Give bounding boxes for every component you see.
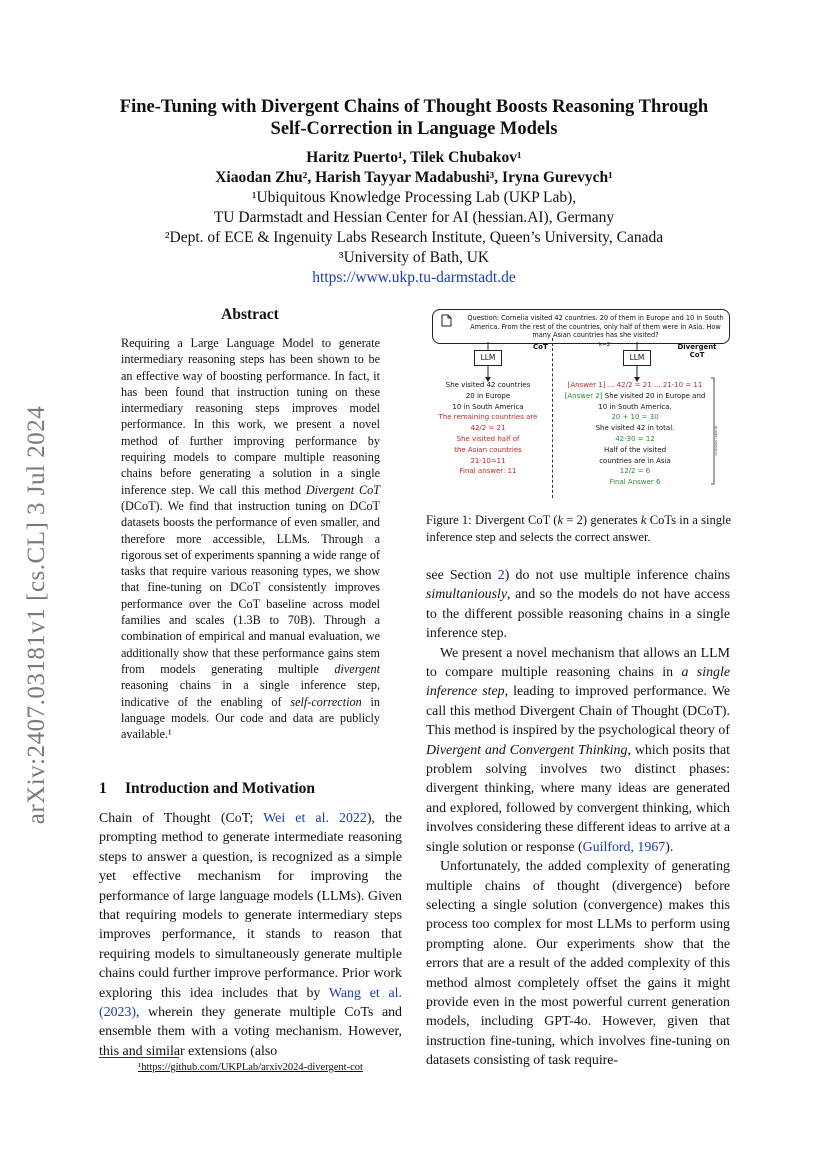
citation-wang[interactable]: Wang et al. (2023) [99,985,402,1021]
question-text: Question: Cornelia visited 42 countries. 20 of them in Europe and 10 in South America. From the rest of the countries, only half of them were in Asia. How many Asian countries has she visited? [467,314,724,340]
r2-emphasis-1: a single inference step [426,665,730,700]
cot-output-line: the Asian countries [454,445,522,454]
caption-text-1: Figure 1: Divergent CoT ( [426,513,558,527]
column-separator [552,338,553,498]
authors-line-2: Xiaodan Zhu², Harish Tayyar Madabushi³, Iryna Gurevych¹ [215,169,613,186]
section-title: Introduction and Motivation [125,780,316,797]
llm-box-dcot: LLM [623,350,651,366]
dcot-output-line: Half of the visited [603,445,667,454]
cot-output-line: 10 in South America [452,402,524,411]
cot-output-line: The remaining countries are [438,413,538,422]
abstract-text [121,335,380,742]
answer-tag: [Answer 2] [564,391,603,400]
author-block [60,148,768,288]
cot-output-line: 21-10=11 [470,456,506,465]
cot-output-line: She visited half of [456,434,520,443]
affiliation-4: ³University of Bath, UK [338,249,490,266]
dcot-label-line-2: CoT [689,351,705,359]
r2-text-d: ). [665,839,674,855]
intro-text-1: Chain of Thought (CoT; [99,811,264,826]
figure-caption [426,512,731,546]
cot-output-line: Final answer: 11 [459,467,517,476]
arxiv-sidebar [17,380,57,850]
title-line-1: Fine-Tuning with Divergent Chains of Thought Boosts Reasoning Through [119,97,709,117]
arxiv-identifier: arXiv:2407.03181v1 [cs.CL] 3 Jul 2024 [23,405,50,825]
abstract-em-2: divergent [334,661,380,676]
caption-k-1: k [557,513,564,527]
caption-text-2: = 2) generates [563,513,641,527]
intro-paragraph [99,809,402,1061]
section-2-link[interactable]: 2 [497,568,505,583]
abstract-part-1: Requiring a Large Language Model to generate intermediary reasoning steps has been shown to be an effective way of boosting performance. In fact, it has been found that instruction tuning on these intermediary reasoning steps improves model performance. In this work, we present a novel method of further improving performance by requiring models to compare multiple reasoning chains before generating a solution in a single inference step. We call this method [121,336,380,497]
answer-selection-note: Answer selection [714,426,718,456]
citation-wei[interactable]: Wei et al. 2022 [263,811,367,826]
intro-text-2: ), the prompting method to generate intermediate reasoning steps to answer a question, is recognized as a simple yet effective mechanism for improving the performance of large language models (LLMs). Given that requiring models to generate intermediary steps improves performance, it stands to reason that requiring models to simultaneously generate multiple chains could further improve performance. Prior work exploring this idea includes that by [99,811,403,1001]
affiliation-2: TU Darmstadt and Hessian Center for AI (hessian.AI), Germany [213,209,615,226]
affiliation-3: ²Dept. of ECE & Ingenuity Labs Research Institute, Queen’s University, Canada [164,229,664,246]
abstract-part-3: reasoning chains in a single inference step, indicative of the enabling of [121,678,380,709]
right-paragraph-3: Unfortunately, the added complexity of generating multiple chains of thought (divergence) before selecting a single solution (convergence) makes this process too complex for most LLMs to perform using prompting alone. Our experiments show that the errors that are a result of the added complexity of this method almost completely offset the gains it might provide even in the most powerful current generation models, including GPT-4o. However, given that instruction fine-tuning, which involves fine-tuning on datasets consisting of task require- [426,859,730,1069]
dcot-output-line: [Answer 2] She visited 20 in Europe and [564,391,706,400]
dcot-output-line: 20 + 10 = 30 [611,413,659,422]
section-number: 1 [99,780,107,797]
footnote-divider [99,1057,179,1058]
r2-emphasis-2: Divergent and Convergent Thinking [426,742,628,758]
r1-text-c: , and so the models do not have access to the different possible reasoning chains in a single inference step. [426,587,730,642]
r1-text-b: ) do not use multiple inference chains [504,568,730,583]
dcot-output-line: [Answer 1] ... 42/2 = 21 ... 21-10 = 11 [567,381,703,389]
caption-text-3: CoTs in a single inference step and selects the correct answer. [426,513,731,544]
abstract-part-2: (DCoT). We find that instruction tuning on DCoT datasets boosts the performance of even smaller, and therefore more accessible, LLMs. Through a rigorous set of experiments spanning a wide range of tasks that require various reasoning types, we show that fine-tuning on DCoT consistently improves performance over the CoT baseline across model families and scales (1.3B to 70B). Through a combination of empirical and manual evaluation, we additionally show that these performance gains stem from models generating multiple [121,498,380,676]
r2-text-c: , which posits that problem solving involves two distinct phases: divergent thinking, where many ideas are generated and explored, followed by convergent thinking, which involves considering these different ideas to arrive at a single solution or response ( [426,742,730,855]
section-heading-intro [99,780,315,798]
cot-output-line: She visited 42 countries [445,381,531,389]
dcot-output [557,380,713,488]
abstract-em-3: self-correction [290,694,362,709]
r1-text-a: see Section [426,568,498,583]
authors-line-1: Haritz Puerto¹, Tilek Chubakov¹ [306,149,522,166]
right-paragraph-2 [426,644,730,857]
cot-output-line: 42/2 = 21 [470,424,506,433]
right-column-body [426,566,730,1071]
right-paragraph-1 [426,566,730,644]
dcot-output-line: countries are in Asia [599,456,671,465]
figure-divergent-cot [427,306,731,502]
title-line-2: Self-Correction in Language Models [270,119,558,139]
dcot-output-line: 12/2 = 6 [619,467,651,476]
footnote [99,1062,402,1073]
dcot-output-line: Final Answer 6 [609,478,661,487]
dcot-label-line-1: Divergent [677,343,717,351]
r2-text-a: We present a novel mechanism that allows an LLM to compare multiple reasoning chains in [426,645,730,681]
cot-output-line: 20 in Europe [465,391,511,400]
affiliation-1: ¹Ubiquitous Knowledge Processing Lab (UKP Lab), [251,189,577,206]
r1-emphasis: simultaniously [426,587,508,603]
caption-k-2: k [640,513,647,527]
dcot-output-line: 10 in South America. [598,402,672,411]
llm-box-cot: LLM [474,350,502,366]
abstract-part-4: in language models. Our code and data are publicly available.¹ [121,694,380,742]
abstract-heading: Abstract [221,306,279,323]
k-label: k=2 [599,342,611,348]
abstract-em-1: Divergent CoT [305,482,380,497]
lab-url-link[interactable]: https://www.ukp.tu-darmstadt.de [312,269,516,286]
paper-title [60,96,768,140]
citation-guilford[interactable]: Guilford, 1967 [582,839,666,855]
cot-output [427,380,549,477]
dcot-output-line: 42-30 = 12 [615,434,655,443]
r2-text-b: , leading to improved performance. We call this method Divergent Chain of Thought (DCoT). This method is inspired by the psychological theory of [426,684,730,739]
footnote-link[interactable]: ¹https://github.com/UKPLab/arxiv2024-divergent-cot [138,1062,363,1073]
intro-text-3: , wherein they generate multiple CoTs and ensemble them with a voting mechanism. However, this and similar extensions (also [99,1005,402,1059]
cot-label: CoT [533,343,548,351]
dcot-output-line: She visited 42 in total. [595,424,675,433]
